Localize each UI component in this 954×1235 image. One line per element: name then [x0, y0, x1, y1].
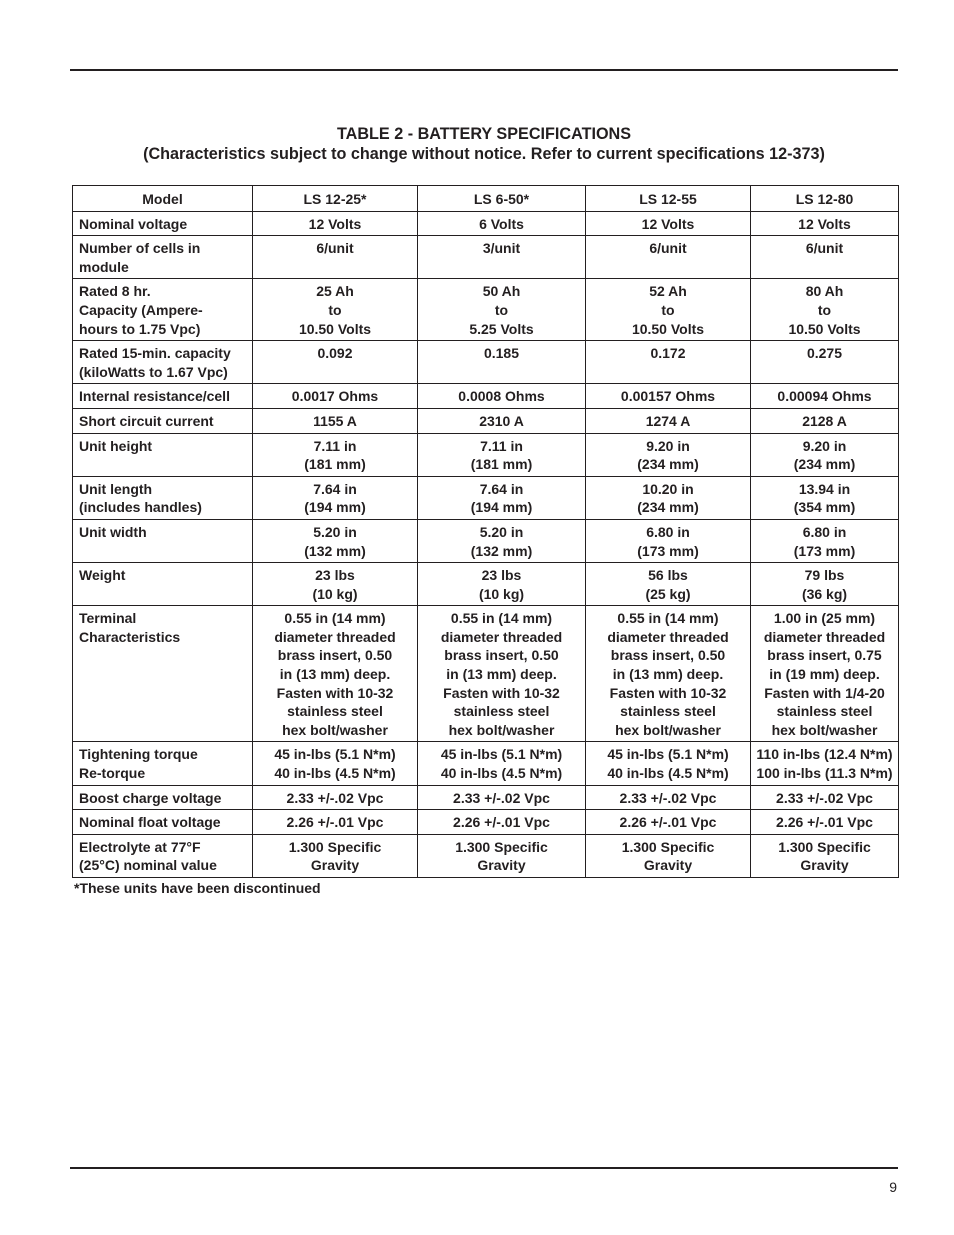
table-title-line1: TABLE 2 - BATTERY SPECIFICATIONS	[336, 125, 632, 143]
cell-line: 45 in-lbs (5.1 N*m)	[440, 746, 563, 763]
table-cell	[751, 742, 899, 785]
cell-line: 0.172	[650, 345, 686, 362]
footnote: *These units have been discontinued	[74, 880, 321, 896]
table-cell	[751, 785, 899, 810]
table-cell	[751, 834, 899, 877]
cell-line: Gravity	[477, 857, 526, 874]
cell-line: 1155 A	[313, 412, 357, 429]
cell-line: stainless steel	[453, 703, 550, 720]
row-label	[73, 384, 253, 409]
table-cell	[253, 606, 418, 742]
table-cell	[418, 606, 586, 742]
table-row	[73, 279, 899, 341]
table-cell	[418, 384, 586, 409]
table-cell	[418, 476, 586, 519]
table-cell	[253, 519, 418, 562]
cell-line: 0.0017 Ohms	[291, 388, 379, 405]
table-cell	[586, 384, 751, 409]
cell-line: 25 Ah	[316, 283, 354, 300]
cell-line: (194 mm)	[470, 499, 533, 516]
cell-line: 5.25 Volts	[469, 320, 534, 337]
table-cell	[253, 563, 418, 606]
table-row	[73, 236, 899, 279]
cell-line: 9.20 in	[802, 437, 847, 454]
cell-line: diameter threaded	[763, 628, 886, 645]
cell-line: 10.50 Volts	[631, 320, 705, 337]
table-cell	[586, 810, 751, 835]
row-label-line: Number of cells in	[79, 240, 201, 257]
cell-line: 6/unit	[805, 240, 844, 257]
row-label-line: module	[79, 258, 129, 275]
row-label-line: Re-torque	[79, 765, 146, 782]
table-row	[73, 211, 899, 236]
bottom-rule	[70, 1167, 898, 1169]
cell-line: 2.26 +/-.01 Vpc	[619, 814, 717, 831]
cell-line: to	[328, 301, 342, 318]
table-cell	[418, 810, 586, 835]
table-cell	[751, 606, 899, 742]
top-rule	[70, 69, 898, 71]
row-label-line: (kiloWatts to 1.67 Vpc)	[79, 363, 228, 380]
cell-line: 7.11 in	[313, 437, 357, 454]
row-label-line: Internal resistance/cell	[79, 388, 230, 405]
table-cell	[418, 742, 586, 785]
row-label-line: (includes handles)	[79, 499, 202, 516]
table-body	[73, 211, 899, 877]
cell-line: in (19 mm) deep.	[769, 666, 880, 683]
table-cell	[751, 408, 899, 433]
table-cell	[586, 279, 751, 341]
table-cell	[253, 279, 418, 341]
cell-line: diameter threaded	[274, 628, 396, 645]
cell-line: stainless steel	[620, 703, 716, 720]
row-label	[73, 563, 253, 606]
row-label	[73, 236, 253, 279]
table-cell	[418, 433, 586, 476]
table-cell	[586, 606, 751, 742]
table-row	[73, 742, 899, 785]
cell-line: (10 kg)	[312, 585, 358, 602]
header-cell-4: LS 12-80	[751, 186, 899, 212]
cell-line: (173 mm)	[637, 542, 699, 559]
cell-line: 12 Volts	[798, 215, 851, 232]
table-row	[73, 785, 899, 810]
table-row	[73, 834, 899, 877]
cell-line: stainless steel	[287, 703, 383, 720]
cell-line: 79 lbs	[804, 567, 845, 584]
cell-line: hex bolt/washer	[615, 721, 721, 738]
cell-line: 0.55 in (14 mm)	[284, 610, 386, 627]
table-cell	[418, 408, 586, 433]
table-cell	[586, 236, 751, 279]
row-label	[73, 433, 253, 476]
cell-line: (181 mm)	[470, 456, 533, 473]
cell-line: 6.80 in	[646, 523, 690, 540]
table-cell	[586, 476, 751, 519]
cell-line: 40 in-lbs (4.5 N*m)	[440, 765, 563, 782]
cell-line: 50 Ah	[482, 283, 521, 300]
cell-line: 2.33 +/-.02 Vpc	[286, 789, 384, 806]
cell-line: 80 Ah	[805, 283, 844, 300]
cell-line: brass insert, 0.50	[610, 647, 726, 664]
header-cell-model: Model	[73, 186, 253, 212]
cell-line: (25 kg)	[645, 585, 691, 602]
row-label	[73, 211, 253, 236]
cell-line: 0.275	[806, 345, 843, 362]
cell-line: (173 mm)	[793, 542, 856, 559]
row-label	[73, 519, 253, 562]
cell-line: (181 mm)	[304, 456, 366, 473]
cell-line: (10 kg)	[478, 585, 525, 602]
row-label	[73, 742, 253, 785]
cell-line: 7.64 in	[313, 480, 357, 497]
table-cell	[751, 211, 899, 236]
cell-line: 0.00094 Ohms	[777, 388, 872, 405]
table-cell	[586, 519, 751, 562]
cell-line: (194 mm)	[304, 499, 366, 516]
table-cell	[586, 211, 751, 236]
cell-line: 12 Volts	[641, 215, 695, 232]
table-cell	[253, 742, 418, 785]
cell-line: Gravity	[310, 857, 360, 874]
cell-line: 0.55 in (14 mm)	[617, 610, 719, 627]
cell-line: 23 lbs	[315, 567, 355, 584]
cell-line: 0.00157 Ohms	[620, 388, 716, 405]
row-label-line: Characteristics	[79, 628, 181, 645]
cell-line: to	[661, 301, 675, 318]
table-cell	[253, 236, 418, 279]
cell-line: (132 mm)	[470, 542, 533, 559]
row-label	[73, 785, 253, 810]
cell-line: 110 in-lbs (12.4 N*m)	[756, 746, 893, 763]
cell-line: 7.11 in	[480, 437, 523, 454]
row-label-line: Unit length	[79, 480, 153, 497]
row-label	[73, 279, 253, 341]
cell-line: (36 kg)	[801, 585, 848, 602]
cell-line: in (13 mm) deep.	[279, 666, 391, 683]
cell-line: in (13 mm) deep.	[446, 666, 557, 683]
page-number: 9	[889, 1179, 897, 1195]
cell-line: 2310 A	[479, 412, 524, 429]
table-row	[73, 476, 899, 519]
row-label-line: Short circuit current	[79, 412, 214, 429]
cell-line: to	[817, 301, 832, 318]
table-row	[73, 519, 899, 562]
row-label-line: Terminal	[79, 610, 137, 627]
table-row	[73, 563, 899, 606]
cell-line: 1.00 in (25 mm)	[773, 610, 876, 627]
cell-line: 56 lbs	[648, 567, 688, 584]
table-cell	[751, 476, 899, 519]
cell-line: Fasten with 10-32	[609, 684, 727, 701]
cell-line: Gravity	[643, 857, 693, 874]
cell-line: 2.33 +/-.02 Vpc	[776, 789, 873, 806]
row-label-line: Capacity (Ampere-	[79, 301, 203, 318]
row-label-line: Boost charge voltage	[79, 789, 222, 806]
header-cell-1: LS 12-25*	[253, 186, 418, 212]
cell-line: Fasten with 10-32	[443, 684, 560, 701]
cell-line: to	[494, 301, 509, 318]
cell-line: diameter threaded	[440, 628, 563, 645]
table-cell	[418, 519, 586, 562]
cell-line: 0.0008 Ohms	[458, 388, 545, 405]
row-label-line: hours to 1.75 Vpc)	[79, 320, 201, 337]
row-label-line: (25°C) nominal value	[79, 857, 217, 874]
cell-line: 23 lbs	[481, 567, 522, 584]
table-cell	[253, 785, 418, 810]
row-label-line: Rated 8 hr.	[79, 283, 151, 300]
table-row	[73, 408, 899, 433]
row-label-line: Unit height	[79, 437, 153, 454]
cell-line: 2.33 +/-.02 Vpc	[453, 789, 550, 806]
row-label-line: Electrolyte at 77°F	[79, 838, 201, 855]
cell-line: 9.20 in	[646, 437, 690, 454]
cell-line: hex bolt/washer	[282, 721, 388, 738]
table-cell	[751, 341, 899, 384]
cell-line: (132 mm)	[304, 542, 366, 559]
table-cell	[751, 810, 899, 835]
cell-line: Fasten with 1/4-20	[764, 684, 885, 701]
table-cell	[751, 433, 899, 476]
row-label	[73, 606, 253, 742]
cell-line: 40 in-lbs (4.5 N*m)	[274, 765, 396, 782]
cell-line: (234 mm)	[637, 456, 699, 473]
table-cell	[418, 341, 586, 384]
row-label-line: Rated 15-min. capacity	[79, 345, 231, 362]
table-cell	[418, 236, 586, 279]
row-label-line: Weight	[79, 567, 126, 584]
table-cell	[751, 279, 899, 341]
row-label	[73, 834, 253, 877]
table-cell	[253, 834, 418, 877]
table-cell	[586, 408, 751, 433]
table-cell	[253, 384, 418, 409]
header-cell-2: LS 6-50*	[418, 186, 586, 212]
cell-line: 12 Volts	[308, 215, 362, 232]
battery-spec-table	[72, 185, 899, 878]
cell-line: (234 mm)	[637, 499, 699, 516]
cell-line: brass insert, 0.50	[277, 647, 393, 664]
cell-line: 45 in-lbs (5.1 N*m)	[274, 746, 396, 763]
cell-line: 1.300 Specific	[455, 838, 548, 855]
table-row	[73, 341, 899, 384]
table-cell	[418, 211, 586, 236]
row-label-line: Unit width	[79, 523, 147, 540]
cell-line: 3/unit	[482, 240, 521, 257]
cell-line: 2128 A	[802, 412, 847, 429]
table-cell	[253, 408, 418, 433]
cell-line: in (13 mm) deep.	[612, 666, 724, 683]
cell-line: 6/unit	[316, 240, 354, 257]
cell-line: brass insert, 0.75	[767, 647, 882, 664]
cell-line: 1.300 Specific	[288, 838, 382, 855]
table-cell	[418, 279, 586, 341]
table-cell	[586, 341, 751, 384]
cell-line: 1.300 Specific	[778, 838, 871, 855]
cell-line: 0.55 in (14 mm)	[450, 610, 553, 627]
cell-line: 1274 A	[645, 412, 691, 429]
row-label-line: Nominal float voltage	[79, 814, 221, 831]
cell-line: 1.300 Specific	[621, 838, 715, 855]
cell-line: Fasten with 10-32	[276, 684, 394, 701]
row-label	[73, 341, 253, 384]
row-label-line: Nominal voltage	[79, 215, 188, 232]
row-label	[73, 810, 253, 835]
table-cell	[253, 476, 418, 519]
cell-line: stainless steel	[776, 703, 873, 720]
cell-line: 0.185	[483, 345, 520, 362]
table-cell	[418, 563, 586, 606]
cell-line: (234 mm)	[793, 456, 856, 473]
cell-line: 52 Ah	[649, 283, 687, 300]
cell-line: 2.26 +/-.01 Vpc	[776, 814, 873, 831]
table-title	[70, 124, 898, 164]
cell-line: 6 Volts	[479, 215, 524, 232]
table-cell	[751, 563, 899, 606]
cell-line: Gravity	[800, 857, 849, 874]
table-cell	[418, 834, 586, 877]
table-header-row	[73, 186, 899, 212]
cell-line: 45 in-lbs (5.1 N*m)	[607, 746, 729, 763]
cell-line: 6/unit	[649, 240, 687, 257]
table-cell	[586, 742, 751, 785]
cell-line: 6.80 in	[802, 523, 847, 540]
cell-line: 2.26 +/-.01 Vpc	[286, 814, 384, 831]
table-cell	[253, 810, 418, 835]
cell-line: 2.26 +/-.01 Vpc	[453, 814, 550, 831]
header-cell-3: LS 12-55	[586, 186, 751, 212]
cell-line: (354 mm)	[793, 499, 856, 516]
table-cell	[586, 433, 751, 476]
cell-line: 5.20 in	[479, 523, 524, 540]
table-cell	[253, 211, 418, 236]
cell-line: 40 in-lbs (4.5 N*m)	[607, 765, 729, 782]
cell-line: 10.50 Volts	[788, 320, 861, 337]
cell-line: 7.64 in	[479, 480, 524, 497]
cell-line: 0.092	[317, 345, 353, 362]
cell-line: hex bolt/washer	[448, 721, 555, 738]
table-cell	[586, 834, 751, 877]
table-row	[73, 606, 899, 742]
cell-line: 10.20 in	[642, 480, 694, 497]
table-cell	[418, 785, 586, 810]
table-cell	[253, 433, 418, 476]
row-label	[73, 476, 253, 519]
table-row	[73, 810, 899, 835]
table-cell	[751, 384, 899, 409]
cell-line: 13.94 in	[798, 480, 851, 497]
cell-line: 10.50 Volts	[298, 320, 372, 337]
table-row	[73, 384, 899, 409]
cell-line: 5.20 in	[313, 523, 357, 540]
table-cell	[586, 563, 751, 606]
cell-line: 100 in-lbs (11.3 N*m)	[756, 765, 893, 782]
table-row	[73, 433, 899, 476]
table-cell	[751, 236, 899, 279]
cell-line: hex bolt/washer	[771, 721, 878, 738]
table-cell	[253, 341, 418, 384]
table-title-line2: (Characteristics subject to change without notice. Refer to current specifications 12-373)	[143, 145, 825, 163]
table-cell	[751, 519, 899, 562]
cell-line: 2.33 +/-.02 Vpc	[619, 789, 717, 806]
table-cell	[586, 785, 751, 810]
row-label	[73, 408, 253, 433]
cell-line: brass insert, 0.50	[444, 647, 559, 664]
cell-line: diameter threaded	[607, 628, 729, 645]
row-label-line: Tightening torque	[79, 746, 198, 763]
